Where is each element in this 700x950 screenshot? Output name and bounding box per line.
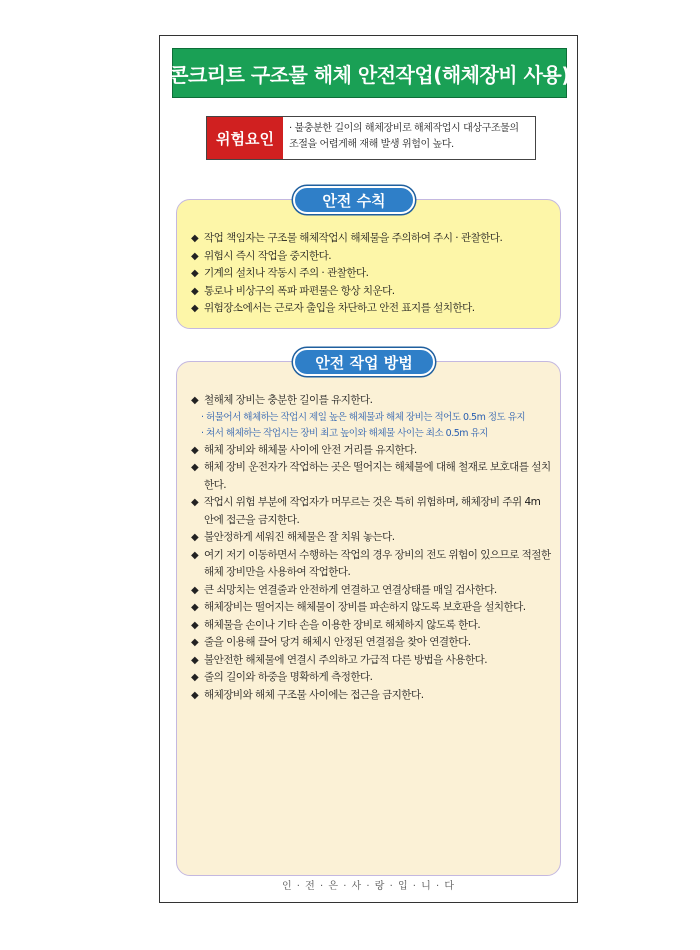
list-subitem: · 쳐서 해체하는 작업시는 장비 최고 높이와 해체물 사이는 최소 0.5m 유지	[201, 427, 488, 439]
list-subitem: · 허물어서 해체하는 작업시 제일 높은 해체물과 해체 장비는 적어도 0.5m 정도 유지	[201, 411, 526, 423]
safe-methods-box	[176, 361, 561, 876]
list-item: ◆ 철해체 장비는 충분한 길이를 유지한다.	[191, 392, 552, 410]
list-item: ◆ 불안정하게 세워진 해체물은 잘 치워 놓는다.	[191, 529, 552, 547]
hazard-text: · 불충분한 길이의 해체장비로 해체작업시 대상구조물의 조절을 어렵게해 재해 발생 위험이 높다.	[289, 123, 519, 150]
list-item: ◆ 기계의 설치나 작동시 주의 · 관찰한다.	[191, 265, 552, 283]
list-item: ◆ 해체장비는 떨어지는 해체물이 장비를 파손하지 않도록 보호판을 설치한다.	[191, 599, 552, 617]
list-item: ◆ 위험장소에서는 근로자 출입을 차단하고 안전 표지를 설치한다.	[191, 300, 552, 318]
hazard-label: 위험요인	[207, 117, 283, 159]
safety-poster	[159, 35, 578, 903]
poster-title: 콘크리트 구조물 해체 안전작업(해체장비 사용)	[172, 48, 567, 98]
list-item: ◆ 큰 쇠망치는 연결줄과 안전하게 연결하고 연결상태를 매일 검사한다.	[191, 582, 552, 600]
footer-slogan: 인 · 전 · 은 · 사 · 랑 · 입 · 니 · 다	[281, 881, 456, 892]
list-item: ◆ 여기 저기 이동하면서 수행하는 작업의 경우 장비의 전도 위험이 있으므로 적절한 해체 장비만을 사용하여 작업한다.	[191, 547, 552, 582]
safe-methods-heading: 안전 작업 방법	[293, 348, 435, 376]
list-item: ◆ 위험시 즉시 작업을 중지한다.	[191, 248, 552, 266]
safe-methods-list	[191, 392, 552, 704]
safety-rules-heading: 안전 수칙	[293, 186, 415, 214]
list-item: ◆ 통로나 비상구의 폭파 파편물은 항상 치운다.	[191, 283, 552, 301]
list-item: ◆ 해체 장비 운전자가 작업하는 곳은 떨어지는 해체물에 대해 철재로 보호대를 설치한다.	[191, 459, 552, 494]
list-item: ◆ 작업시 위험 부분에 작업자가 머무르는 것은 특히 위험하며, 해체장비 주위 4m 안에 접근을 금지한다.	[191, 494, 552, 529]
list-item: ◆ 줄의 길이와 하중을 명확하게 측정한다.	[191, 669, 552, 687]
list-item: ◆ 줄을 이용해 끌어 당겨 해체시 안정된 연결점을 찾아 연결한다.	[191, 634, 552, 652]
safety-rules-box	[176, 199, 561, 329]
hazard-box	[206, 116, 536, 160]
list-item: ◆ 해체 장비와 해체물 사이에 안전 거리를 유지한다.	[191, 442, 552, 460]
safety-rules-list	[191, 230, 552, 318]
list-item: ◆ 해체물을 손이나 기타 손을 이용한 장비로 해체하지 않도록 한다.	[191, 617, 552, 635]
list-item: ◆ 해체장비와 해체 구조물 사이에는 접근을 금지한다.	[191, 687, 552, 705]
list-item: ◆ 불안전한 해체물에 연결시 주의하고 가급적 다른 방법을 사용한다.	[191, 652, 552, 670]
list-item: ◆ 작업 책임자는 구조물 해체작업시 해체물을 주의하여 주시 · 관찰한다.	[191, 230, 552, 248]
